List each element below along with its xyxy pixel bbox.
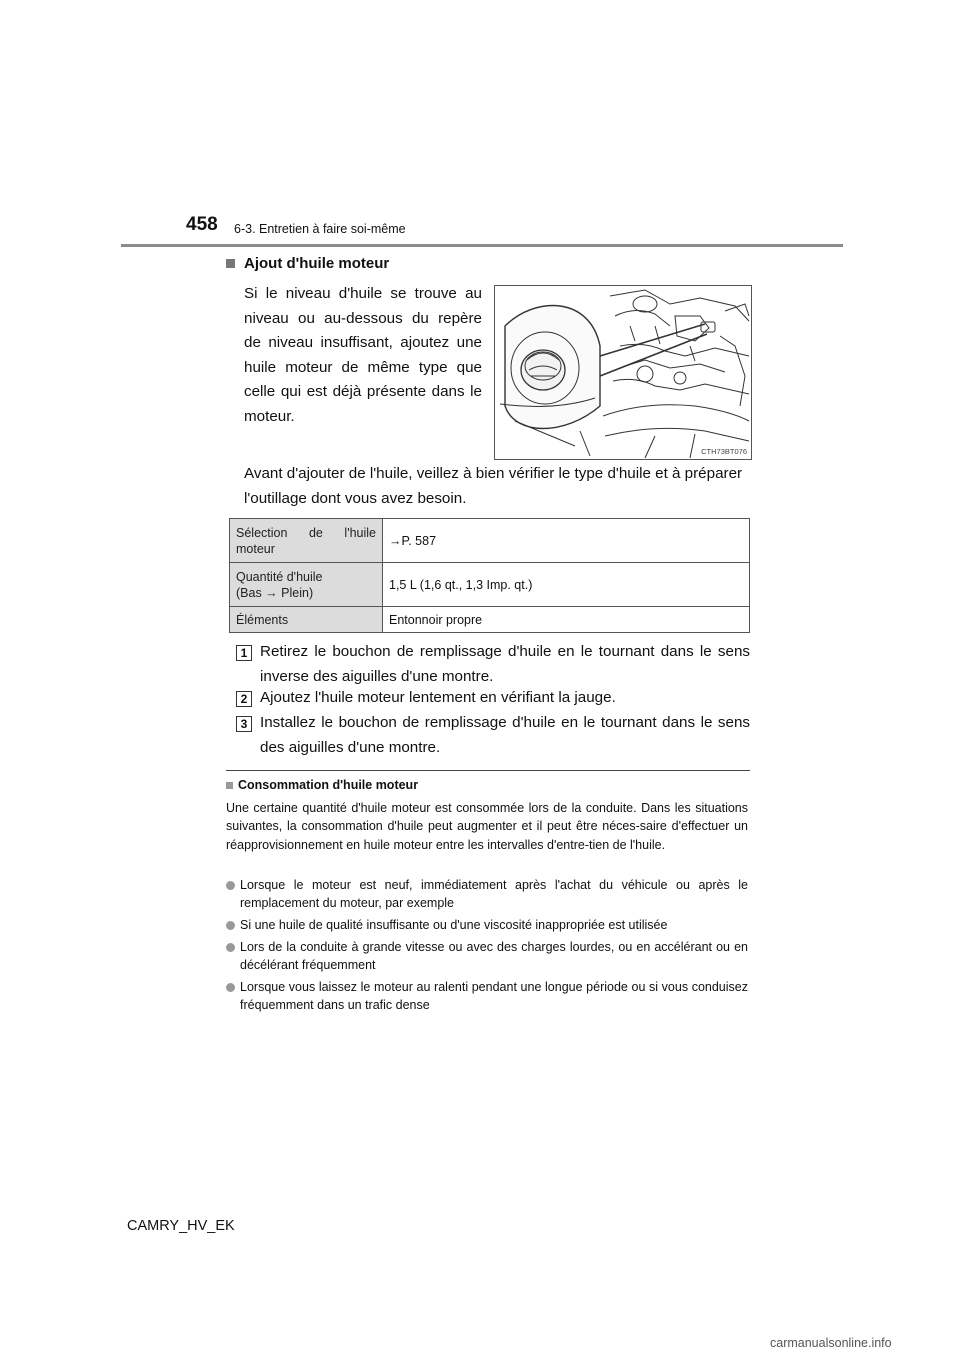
bullet-dot-icon	[226, 943, 235, 952]
preparation-paragraph: Avant d'ajouter de l'huile, veillez à bien vérifier le type d'huile et à préparer l'outillage dont vous avez besoin.	[244, 465, 743, 507]
oil-spec-table	[229, 518, 750, 633]
watermark: carmanualsonline.info	[770, 1336, 892, 1350]
table-row	[230, 519, 750, 563]
info-divider	[226, 770, 750, 771]
step-text: Installez le bouchon de remplissage d'huile en le tournant dans le sens des aiguilles d'une montre.	[260, 714, 750, 756]
list-item-text: Lorsque vous laissez le moteur au ralenti pendant une longue période ou si vous conduisez fréquemment dans un trafic dense	[240, 980, 748, 1013]
figure-code: CTH73BT076	[701, 447, 747, 456]
step-text: Retirez le bouchon de remplissage d'huile en le tournant dans le sens inverse des aiguilles d'une montre.	[260, 643, 750, 685]
list-item	[226, 916, 748, 934]
header-rule	[121, 244, 843, 247]
table-label-cell	[230, 563, 383, 607]
bullet-dot-icon	[226, 881, 235, 890]
step-number-badge: 2	[236, 691, 252, 707]
step-2	[236, 686, 750, 711]
bullet-dot-icon	[226, 921, 235, 930]
square-bullet-icon	[226, 782, 233, 789]
engine-drawing	[495, 286, 751, 459]
list-item	[226, 978, 748, 1015]
table-label-line: Quantité d'huile	[236, 569, 323, 584]
square-bullet-icon	[226, 259, 235, 268]
step-1	[236, 640, 750, 689]
info-heading-text: Consommation d'huile moteur	[238, 778, 419, 792]
list-item-text: Si une huile de qualité insuffisante ou d'une viscosité inappropriée est utilisée	[240, 918, 668, 932]
info-heading	[226, 778, 418, 792]
table-row	[230, 607, 750, 633]
table-value-cell: →P. 587	[383, 519, 750, 563]
section-title: 6-3. Entretien à faire soi-même	[234, 222, 406, 236]
footer-model-code: CAMRY_HV_EK	[127, 1218, 235, 1234]
page-number: 458	[186, 214, 218, 235]
step-3	[236, 711, 750, 760]
table-value-cell: Entonnoir propre	[383, 607, 750, 633]
engine-illustration	[494, 285, 752, 460]
step-number-badge: 3	[236, 716, 252, 732]
section-heading	[226, 255, 389, 272]
section-heading-text: Ajout d'huile moteur	[244, 255, 390, 272]
step-number-badge: 1	[236, 645, 252, 661]
intro-paragraph: Si le niveau d'huile se trouve au niveau ou au-dessous du repère de niveau insuffisant, ajoutez une huile moteur de même type que celle qui est déjà présente dans le moteur.	[244, 285, 482, 425]
list-item-text: Lors de la conduite à grande vitesse ou avec des charges lourdes, ou en accélérant ou en décélérant fréquemment	[240, 940, 748, 973]
bullet-dot-icon	[226, 983, 235, 992]
table-label-line: (Bas → Plein)	[236, 585, 314, 600]
list-item-text: Lorsque le moteur est neuf, immédiatement après l'achat du véhicule ou après le remplacement du moteur, par exemple	[240, 878, 748, 911]
table-value-cell: 1,5 L (1,6 qt., 1,3 Imp. qt.)	[383, 563, 750, 607]
table-label: Sélection de l'huile moteur	[236, 525, 376, 556]
list-item	[226, 876, 748, 913]
info-paragraph: Une certaine quantité d'huile moteur est consommée lors de la conduite. Dans les situations suivantes, la consommation d'huile peut augmenter et il peut être néces-saire d'effectuer un réapprovisionnement en huile moteur entre les intervalles d'entre-tien de l'huile.	[226, 801, 748, 852]
table-row	[230, 563, 750, 607]
table-label-cell: Éléments	[230, 607, 383, 633]
list-item	[226, 938, 748, 975]
step-text: Ajoutez l'huile moteur lentement en vérifiant la jauge.	[260, 689, 616, 706]
table-label-cell	[230, 519, 383, 563]
